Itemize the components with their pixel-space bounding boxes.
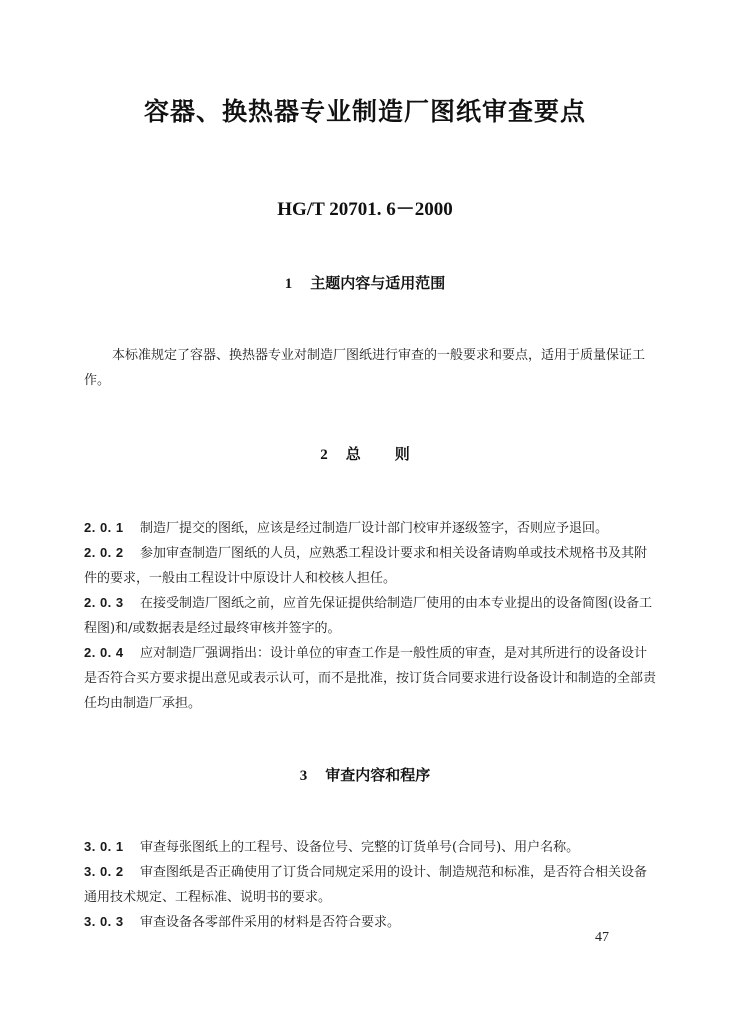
clause-3-0-2 bbox=[84, 859, 659, 910]
section-3-number: 3 bbox=[299, 768, 308, 784]
section-2-title-part2: 则 bbox=[394, 445, 410, 463]
page-number: 47 bbox=[595, 930, 609, 945]
section-1-number: 1 bbox=[284, 276, 293, 292]
section-1-paragraph bbox=[84, 343, 659, 393]
clause-number: 2. 0. 4 bbox=[84, 645, 124, 660]
clause-2-0-4 bbox=[84, 640, 659, 716]
section-3-heading bbox=[0, 764, 730, 785]
clause-number: 3. 0. 1 bbox=[84, 839, 124, 854]
clause-2-0-1 bbox=[84, 515, 659, 541]
section-1-title: 主题内容与适用范围 bbox=[310, 274, 446, 292]
document-title: 容器、换热器专业制造厂图纸审查要点 bbox=[143, 97, 586, 126]
clause-number: 2. 0. 3 bbox=[84, 595, 124, 610]
section-2-title-part1: 总 bbox=[345, 445, 361, 463]
clause-text: 在接受制造厂图纸之前，应首先保证提供给制造厂使用的由本专业提出的设备简图(设备工程图)和/或数据表是经过最终审核并签字的。 bbox=[84, 596, 653, 636]
clause-number: 2. 0. 1 bbox=[84, 520, 124, 535]
clause-text: 应对制造厂强调指出：设计单位的审查工作是一般性质的审查，是对其所进行的设备设计是否符合买方要求提出意见或表示认可，而不是批准，按订货合同要求进行设备设计和制造的全部责任均由制造厂承担。 bbox=[84, 646, 657, 711]
clause-text: 审查设备各零部件采用的材料是否符合要求。 bbox=[140, 915, 401, 930]
clause-number: 3. 0. 3 bbox=[84, 914, 124, 929]
clause-text: 审查每张图纸上的工程号、设备位号、完整的订货单号(合同号)、用户名称。 bbox=[140, 840, 580, 855]
standard-number: HG/T 20701. 6－2000 bbox=[277, 199, 453, 220]
clause-2-0-2 bbox=[84, 540, 659, 591]
section-3-title: 审查内容和程序 bbox=[325, 766, 431, 784]
clause-number: 3. 0. 2 bbox=[84, 864, 124, 879]
clause-text: 制造厂提交的图纸，应该是经过制造厂设计部门校审并逐级签字，否则应予退回。 bbox=[140, 521, 609, 536]
section-2-heading bbox=[0, 443, 730, 464]
section-1-paragraph-text: 本标准规定了容器、换热器专业对制造厂图纸进行审查的一般要求和要点，适用于质量保证工作。 bbox=[84, 348, 646, 388]
clause-text: 审查图纸是否正确使用了订货合同规定采用的设计、制造规范和标准，是否符合相关设备通用技术规定、工程标准、说明书的要求。 bbox=[84, 865, 648, 905]
clause-text: 参加审查制造厂图纸的人员，应熟悉工程设计要求和相关设备请购单或技术规格书及其附件的要求，一般由工程设计中原设计人和校核人担任。 bbox=[84, 546, 648, 586]
clause-number: 2. 0. 2 bbox=[84, 545, 124, 560]
clause-3-0-1 bbox=[84, 834, 659, 860]
section-1-heading bbox=[0, 272, 730, 293]
clause-3-0-3 bbox=[84, 909, 659, 935]
clause-2-0-3 bbox=[84, 590, 659, 641]
section-2-number: 2 bbox=[320, 447, 328, 463]
